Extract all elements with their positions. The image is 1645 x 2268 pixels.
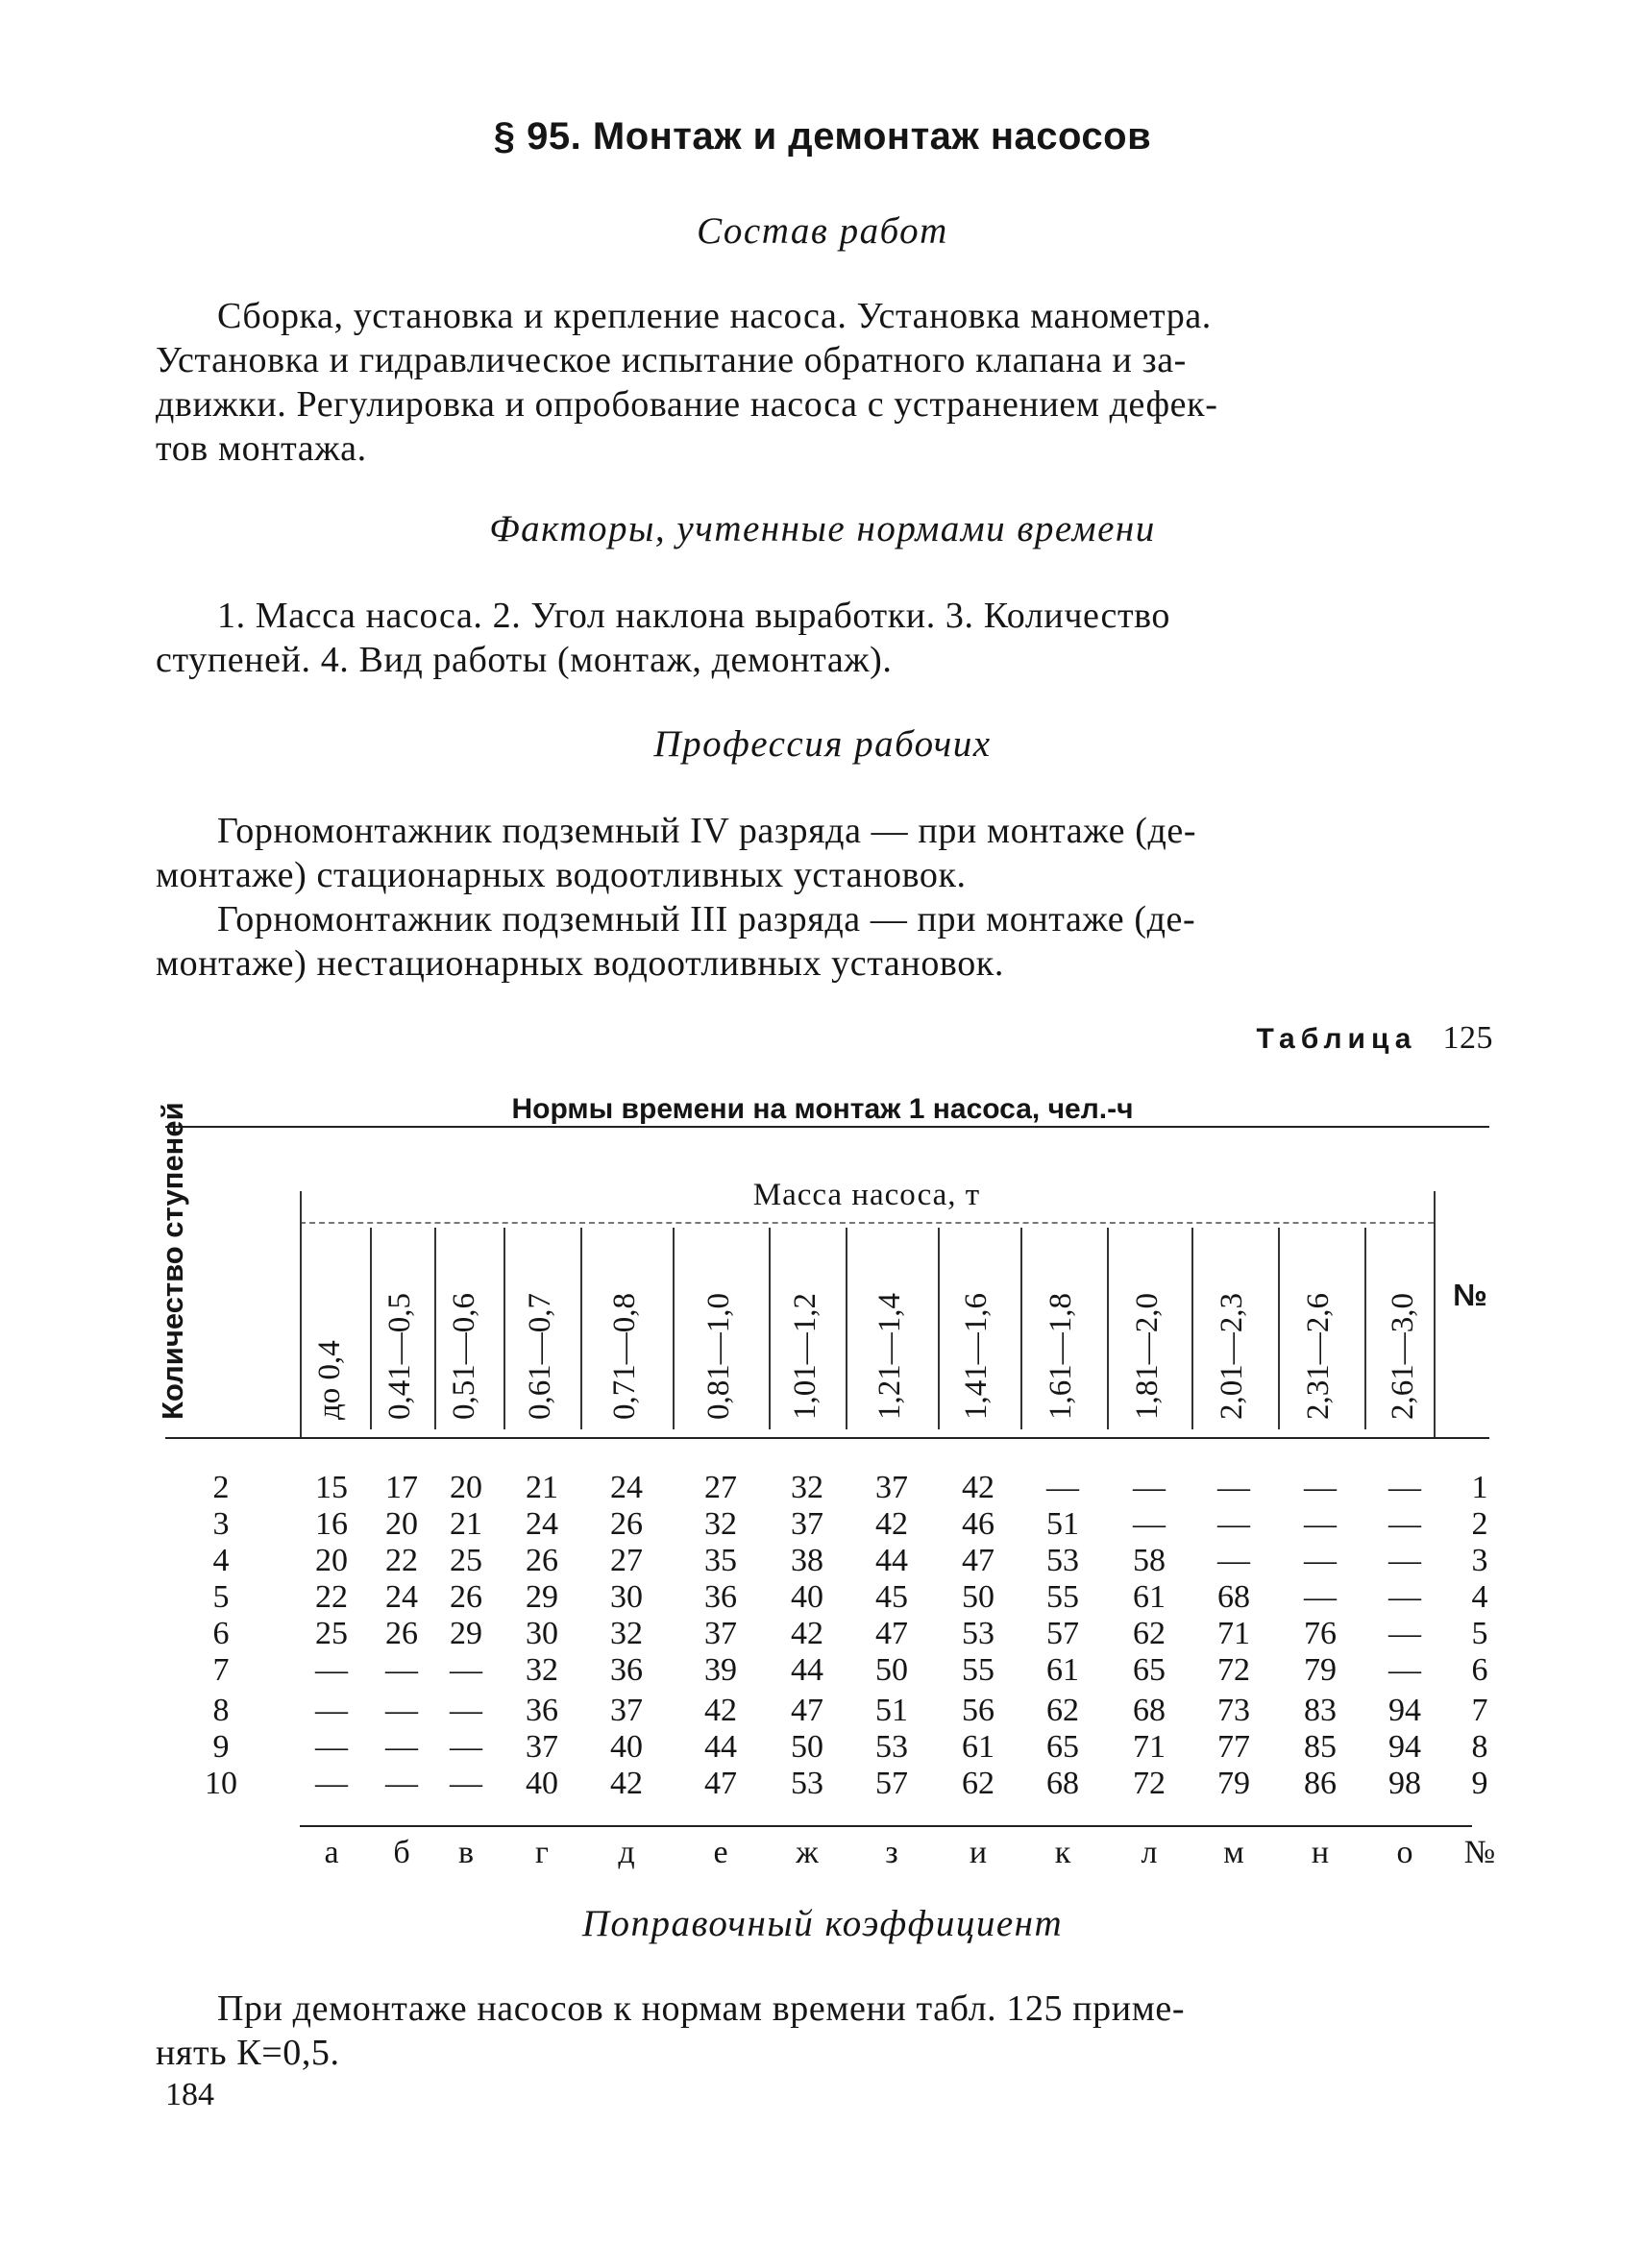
column-letter: з [885, 1835, 898, 1870]
table-cell: 27 [610, 1543, 643, 1578]
factors-text [156, 594, 1496, 682]
header-column-divider [846, 1228, 847, 1429]
table-cell: — [1133, 1506, 1166, 1542]
table-cell: 42 [962, 1470, 994, 1505]
column-letter: г [535, 1835, 549, 1870]
work-composition-heading: Состав работ [697, 210, 948, 252]
mass-column-header: 2,31—2,6 [1301, 1293, 1336, 1420]
factors-heading: Факторы, учтенные нормами времени [489, 508, 1156, 549]
mass-column-header: 1,01—1,2 [788, 1293, 822, 1420]
table-cell: — [1388, 1652, 1421, 1688]
table-cell: 50 [875, 1652, 908, 1688]
table-label [1256, 1020, 1493, 1057]
table-cell: 50 [791, 1729, 823, 1765]
header-column-divider [503, 1228, 505, 1429]
header-column-divider [1107, 1228, 1109, 1429]
table-cell: 37 [791, 1506, 823, 1542]
header-column-divider [434, 1228, 436, 1429]
table-cell: 46 [962, 1506, 994, 1542]
table-cell: — [1388, 1506, 1421, 1542]
header-column-divider [1020, 1228, 1022, 1429]
table-cell: — [450, 1766, 482, 1801]
table-cell: 20 [315, 1543, 348, 1578]
column-letter-no: № [1463, 1835, 1496, 1870]
table-cell: 55 [962, 1652, 994, 1688]
table-cell: 55 [1046, 1579, 1079, 1615]
row-stages: 7 [212, 1652, 230, 1688]
header-column-divider [673, 1228, 675, 1429]
mass-column-header: 0,61—0,7 [523, 1293, 557, 1420]
table-label-number: 125 [1442, 1020, 1493, 1056]
column-letter: к [1054, 1835, 1071, 1870]
correction-heading: Поправочный коэффициент [581, 1903, 1064, 1944]
header-column-divider [769, 1228, 771, 1429]
table-cell: 37 [875, 1470, 908, 1505]
table-cell: 73 [1217, 1693, 1250, 1728]
table-cell: 24 [385, 1579, 418, 1615]
table-cell: 44 [791, 1652, 823, 1688]
table-cell: 58 [1133, 1543, 1166, 1578]
mass-column-header: до 0,4 [312, 1340, 347, 1420]
mass-column-header: 2,61—3,0 [1386, 1293, 1420, 1420]
mass-column-header: 1,21—1,4 [872, 1293, 907, 1420]
column-letter: е [713, 1835, 728, 1870]
table-cell: 21 [526, 1470, 558, 1505]
row-number: 8 [1471, 1729, 1488, 1765]
table-cell: 68 [1217, 1579, 1250, 1615]
table-cell: 62 [962, 1766, 994, 1801]
row-number: 6 [1471, 1652, 1488, 1688]
table-cell: — [385, 1766, 418, 1801]
column-letter: д [618, 1835, 635, 1870]
table-cell: 25 [450, 1543, 482, 1578]
row-number: 9 [1471, 1766, 1488, 1801]
table-cell: 71 [1133, 1729, 1166, 1765]
table-cell: — [315, 1729, 348, 1765]
table-bottom-rule [300, 1825, 1472, 1827]
text-line: Горномонтажник подземный IV разряда — при монтаже (де- [217, 811, 1197, 851]
table-cell: — [385, 1729, 418, 1765]
row-stages: 8 [212, 1693, 230, 1728]
header-column-divider [1278, 1228, 1280, 1429]
text-line: ступеней. 4. Вид работы (монтаж, демонтаж). [156, 640, 893, 680]
mass-header: Масса насоса, т [752, 1178, 981, 1212]
table-cell: 83 [1304, 1693, 1337, 1728]
table-cell: 29 [526, 1579, 558, 1615]
row-stages: 3 [212, 1506, 230, 1542]
mass-column-header: 0,41—0,5 [382, 1293, 417, 1420]
table-cell: 94 [1388, 1729, 1421, 1765]
table-cell: 36 [610, 1652, 643, 1688]
table-cell: 79 [1217, 1766, 1250, 1801]
column-letter: и [969, 1835, 988, 1870]
table-cell: — [1388, 1616, 1421, 1651]
table-cell: 44 [875, 1543, 908, 1578]
header-column-divider [1191, 1228, 1193, 1429]
table-cell: — [450, 1693, 482, 1728]
row-number: 3 [1471, 1543, 1488, 1578]
table-cell: 61 [962, 1729, 994, 1765]
column-letter: м [1223, 1835, 1244, 1870]
mass-column-header: 1,81—2,0 [1130, 1293, 1165, 1420]
text-line: движки. Регулировка и опробование насоса с устранением дефек- [156, 384, 1218, 425]
column-letter: н [1311, 1835, 1330, 1870]
row-stages: 4 [212, 1543, 230, 1578]
table-cell: 86 [1304, 1766, 1337, 1801]
table-cell: 47 [704, 1766, 737, 1801]
table-cell: — [1046, 1470, 1079, 1505]
table-cell: 40 [610, 1729, 643, 1765]
table-cell: 42 [704, 1693, 737, 1728]
page-number: 184 [165, 2077, 214, 2112]
table-cell: 35 [704, 1543, 737, 1578]
row-stages: 6 [212, 1616, 230, 1651]
table-cell: 53 [875, 1729, 908, 1765]
header-column-divider [370, 1228, 372, 1429]
table-cell: — [315, 1652, 348, 1688]
table-cell: 42 [875, 1506, 908, 1542]
mass-header-dash [300, 1222, 1434, 1224]
table-cell: — [1217, 1470, 1250, 1505]
column-letter: в [457, 1835, 475, 1870]
table-cell: 29 [450, 1616, 482, 1651]
table-cell: 32 [791, 1470, 823, 1505]
table-cell: 25 [315, 1616, 348, 1651]
header-column-divider [580, 1228, 582, 1429]
table-cell: 26 [450, 1579, 482, 1615]
table-cell: 62 [1046, 1693, 1079, 1728]
table-cell: 50 [962, 1579, 994, 1615]
work-composition-text [156, 294, 1496, 471]
table-cell: 65 [1046, 1729, 1079, 1765]
table-cell: 44 [704, 1729, 737, 1765]
text-line: Горномонтажник подземный III разряда — при монтаже (де- [217, 899, 1196, 939]
table-cell: 24 [526, 1506, 558, 1542]
row-number: 7 [1471, 1693, 1488, 1728]
table-top-rule [165, 1126, 1489, 1128]
text-line: 1. Масса насоса. 2. Угол наклона выработки. 3. Количество [217, 596, 1171, 636]
mass-column-header: 0,71—0,8 [607, 1293, 642, 1420]
text-line: Установка и гидравлическое испытание обратного клапана и за- [156, 340, 1187, 380]
table-cell: 57 [1046, 1616, 1079, 1651]
text-line: При демонтаже насосов к нормам времени табл. 125 приме- [217, 1988, 1186, 2029]
row-stages: 10 [205, 1766, 237, 1801]
table-cell: 71 [1217, 1616, 1250, 1651]
row-stages: 5 [212, 1579, 230, 1615]
table-cell: — [450, 1729, 482, 1765]
table-cell: 40 [791, 1579, 823, 1615]
header-column-divider [938, 1228, 940, 1429]
table-label-word: Таблица [1256, 1023, 1417, 1055]
table-cell: 37 [610, 1693, 643, 1728]
column-letter: ж [796, 1835, 819, 1870]
profession-heading: Профессия рабочих [653, 723, 992, 765]
table-cell: 40 [526, 1766, 558, 1801]
table-cell: 98 [1388, 1766, 1421, 1801]
table-cell: 26 [526, 1543, 558, 1578]
table-cell: 22 [315, 1579, 348, 1615]
table-cell: 65 [1133, 1652, 1166, 1688]
table-cell: 47 [791, 1693, 823, 1728]
table-cell: 61 [1046, 1652, 1079, 1688]
stage-header-text: Количество ступеней [156, 1102, 189, 1420]
text-line: Сборка, установка и крепление насоса. Установка манометра. [217, 296, 1212, 336]
table-cell: 20 [385, 1506, 418, 1542]
table-cell: 26 [610, 1506, 643, 1542]
text-line: нять К=0,5. [156, 2033, 340, 2073]
mass-column-header: 0,81—1,0 [701, 1293, 736, 1420]
table-cell: — [1217, 1506, 1250, 1542]
column-letter: б [393, 1835, 410, 1870]
table-cell: 30 [526, 1616, 558, 1651]
table-cell: 27 [704, 1470, 737, 1505]
table-cell: 53 [1046, 1543, 1079, 1578]
table-cell: 20 [450, 1470, 482, 1505]
text-line: монтаже) нестационарных водоотливных установок. [156, 943, 1004, 984]
table-cell: 79 [1304, 1652, 1337, 1688]
text-line: монтаже) стационарных водоотливных установок. [156, 855, 967, 895]
table-cell: 47 [875, 1616, 908, 1651]
header-outer-divider [300, 1191, 302, 1437]
table-cell: 72 [1133, 1766, 1166, 1801]
row-stages: 2 [212, 1470, 230, 1505]
table-cell: 53 [791, 1766, 823, 1801]
table-cell: — [1388, 1579, 1421, 1615]
table-cell: 21 [450, 1506, 482, 1542]
table-cell: — [1388, 1470, 1421, 1505]
table-cell: 36 [704, 1579, 737, 1615]
table-cell: — [1388, 1543, 1421, 1578]
table-cell: 16 [315, 1506, 348, 1542]
mass-column-header: 0,51—0,6 [447, 1293, 481, 1420]
mass-column-header: 2,01—2,3 [1215, 1293, 1249, 1420]
table-cell: 39 [704, 1652, 737, 1688]
table-cell: 51 [875, 1693, 908, 1728]
table-cell: 77 [1217, 1729, 1250, 1765]
table-header-rule [165, 1437, 1489, 1439]
row-number: 5 [1471, 1616, 1488, 1651]
table-cell: 62 [1133, 1616, 1166, 1651]
table-cell: 56 [962, 1693, 994, 1728]
table-cell: 57 [875, 1766, 908, 1801]
header-outer-divider [1434, 1191, 1436, 1437]
table-cell: — [450, 1652, 482, 1688]
table-cell: 38 [791, 1543, 823, 1578]
table-cell: 72 [1217, 1652, 1250, 1688]
table-cell: 26 [385, 1616, 418, 1651]
table-cell: — [385, 1693, 418, 1728]
column-letter: л [1141, 1835, 1158, 1870]
table-cell: 15 [315, 1470, 348, 1505]
table-cell: 94 [1388, 1693, 1421, 1728]
table-cell: — [315, 1693, 348, 1728]
table-cell: 30 [610, 1579, 643, 1615]
table-cell: 76 [1304, 1616, 1337, 1651]
column-letter: а [324, 1835, 339, 1870]
no-header: № [1453, 1278, 1487, 1312]
row-number: 1 [1471, 1470, 1488, 1505]
table-cell: 36 [526, 1693, 558, 1728]
row-number: 4 [1471, 1579, 1488, 1615]
table-cell: 32 [610, 1616, 643, 1651]
stage-header [156, 1102, 190, 1420]
table-cell: 53 [962, 1616, 994, 1651]
table-cell: — [1304, 1506, 1337, 1542]
table-cell: 68 [1133, 1693, 1166, 1728]
table-cell: — [1304, 1579, 1337, 1615]
table-cell: — [1304, 1470, 1337, 1505]
table-cell: 42 [791, 1616, 823, 1651]
section-title: § 95. Монтаж и демонтаж насосов [493, 115, 1152, 158]
row-number: 2 [1471, 1506, 1488, 1542]
table-cell: 61 [1133, 1579, 1166, 1615]
correction-text [156, 1987, 1496, 2075]
profession-text [156, 809, 1496, 986]
table-cell: — [1217, 1543, 1250, 1578]
table-title: Нормы времени на монтаж 1 насоса, чел.-ч [511, 1093, 1134, 1125]
table-cell: 37 [526, 1729, 558, 1765]
table-cell: — [315, 1766, 348, 1801]
text-line: тов монтажа. [156, 428, 367, 469]
table-cell: 32 [526, 1652, 558, 1688]
table-cell: 32 [704, 1506, 737, 1542]
table-cell: 17 [385, 1470, 418, 1505]
table-cell: 45 [875, 1579, 908, 1615]
mass-column-header: 1,41—1,6 [959, 1293, 994, 1420]
column-letter: о [1396, 1835, 1413, 1870]
table-cell: 42 [610, 1766, 643, 1801]
table-cell: — [1133, 1470, 1166, 1505]
table-cell: — [385, 1652, 418, 1688]
table-cell: 24 [610, 1470, 643, 1505]
table-cell: 37 [704, 1616, 737, 1651]
mass-column-header: 1,61—1,8 [1043, 1293, 1078, 1420]
row-stages: 9 [212, 1729, 230, 1765]
table-cell: 51 [1046, 1506, 1079, 1542]
table-cell: — [1304, 1543, 1337, 1578]
table-cell: 85 [1304, 1729, 1337, 1765]
table-cell: 68 [1046, 1766, 1079, 1801]
header-column-divider [1364, 1228, 1366, 1429]
table-cell: 47 [962, 1543, 994, 1578]
table-cell: 22 [385, 1543, 418, 1578]
